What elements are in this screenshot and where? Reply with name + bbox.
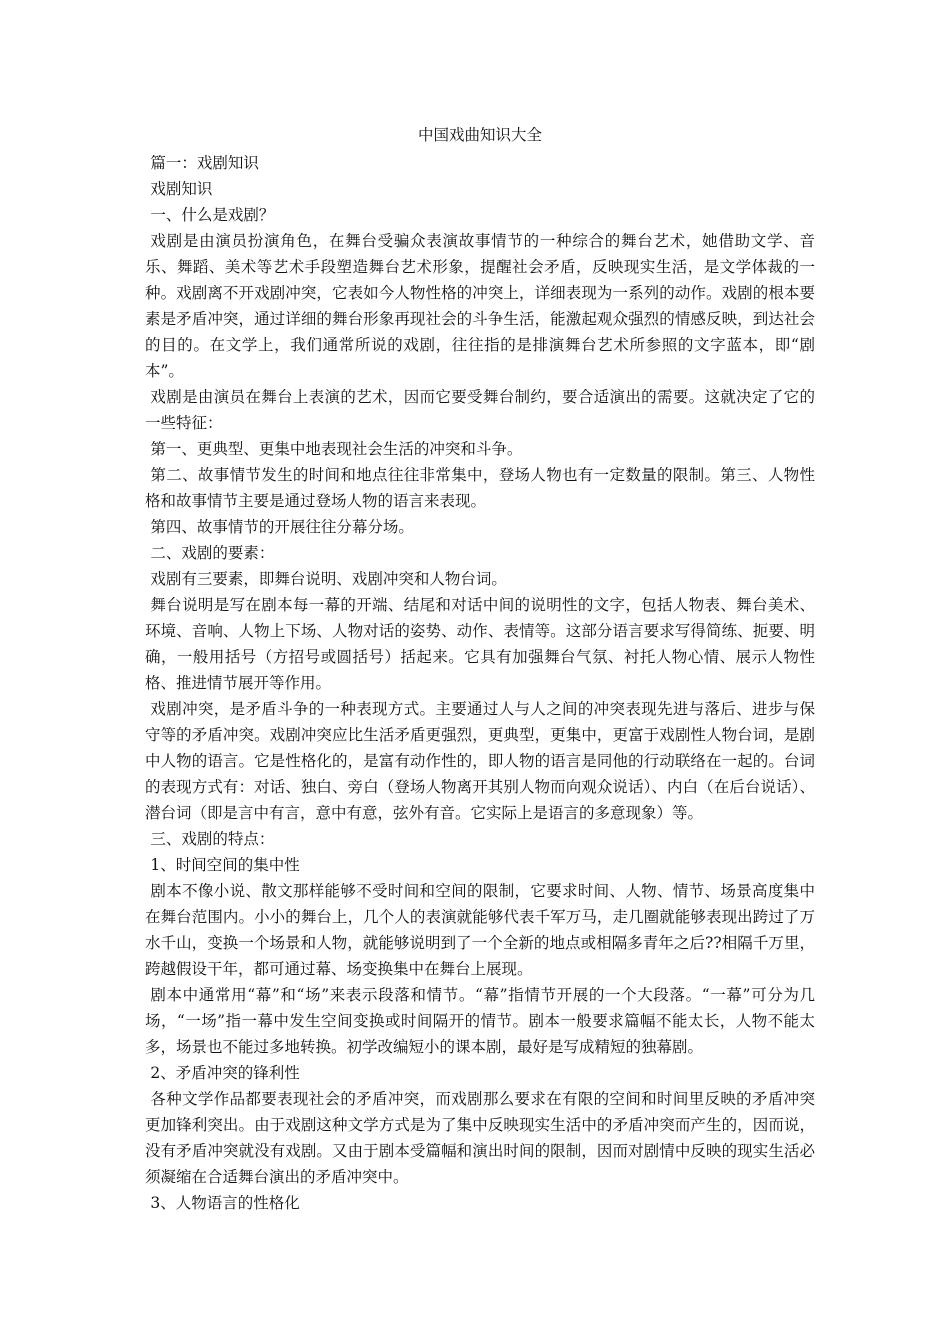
paragraph: 舞台说明是写在剧本每一幕的开端、结尾和对话中间的说明性的文字，包括人物表、舞台美术、环境、音响、人物上下场、人物对话的姿势、动作、表情等。这部分语言要求写得简练、扼要、明确，一般用括号（方招号或圆括号）括起来。它具有加强舞台气氛、衬托人物心情、展示人物性格、推进情节展开等作用。: [145, 596, 815, 692]
paragraph: 1、时间空间的集中性: [150, 856, 300, 874]
paragraph: 剧本中通常用“幕”和“场”来表示段落和情节。“幕”指情节开展的一个大段落。“一幕”可分为几场，“一场”指一幕中发生空间变换或时间隔开的情节。剧本一般要求篇幅不能太长，人物不能太多，场景也不能过多地转换。初学改编短小的课本剧，最好是写成精短的独幕剧。: [145, 986, 815, 1056]
paragraph: 三、戏剧的特点：: [150, 830, 275, 848]
paragraph: 戏剧有三要素，即舞台说明、戏剧冲突和人物台词。: [150, 570, 507, 588]
paragraph: 戏剧冲突，是矛盾斗争的一种表现方式。主要通过人与人之间的冲突表现先进与落后、进步与保守等的矛盾冲突。戏剧冲突应比生活矛盾更强烈，更典型，更集中，更富于戏剧性人物台词，是剧中人物的语言。它是性格化的，是富有动作性的，即人物的语言是同他的行动联络在一起的。台词的表现方式有：对话、独白、旁白（登场人物离开其别人物而向观众说话）、内白（在后台说话）、潜台词（即是言中有言，意中有意，弦外有音。它实际上是语言的多意现象）等。: [145, 700, 815, 822]
paragraph: 戏剧是由演员在舞台上表演的艺术，因而它要受舞台制约，要合适演出的需要。这就决定了它的一些特征：: [145, 388, 815, 432]
paragraph: 一、什么是戏剧？: [150, 206, 275, 224]
document-title: 中国戏曲知识大全: [417, 126, 542, 144]
paragraph: 戏剧是由演员扮演角色，在舞台受骗众表演故事情节的一种综合的舞台艺术，她借助文学、音乐、舞蹈、美术等艺术手段塑造舞台艺术形象，提醒社会矛盾，反映现实生活，是文学体裁的一种。戏剧离不开戏剧冲突，它表如今人物性格的冲突上，详细表现为一系列的动作。戏剧的根本要素是矛盾冲突，通过详细的舞台形象再现社会的斗争生活，能激起观众强烈的情感反映，到达社会的目的。在文学上，我们通常所说的戏剧，往往指的是排演舞台艺术所参照的文字蓝本，即“剧本”。: [145, 232, 815, 380]
paragraph: 各种文学作品都要表现社会的矛盾冲突，而戏剧那么要求在有限的空间和时间里反映的矛盾冲突更加锋利突出。由于戏剧这种文学方式是为了集中反映现实生活中的矛盾冲突而产生的，因而说，没有矛盾冲突就没有戏剧。又由于剧本受篇幅和演出时间的限制，因而对剧情中反映的现实生活必须凝缩在合适舞台演出的矛盾冲突中。: [145, 1090, 815, 1186]
document-body: [145, 122, 815, 1216]
paragraph: 2、矛盾冲突的锋利性: [150, 1064, 300, 1082]
paragraph: 剧本不像小说、散文那样能够不受时间和空间的限制，它要求时间、人物、情节、场景高度集中在舞台范围内。小小的舞台上，几个人的表演就能够代表千军万马，走几圈就能够表现出跨过了万水千山，变换一个场景和人物，就能够说明到了一个全新的地点或相隔多青年之后??相隔千万里，跨越假设干年，都可通过幕、场变换集中在舞台上展现。: [145, 882, 815, 978]
paragraph: 第四、故事情节的开展往往分幕分场。: [150, 518, 414, 536]
paragraph: 二、戏剧的要素：: [150, 544, 275, 562]
paragraph: 第一、更典型、更集中地表现社会生活的冲突和斗争。: [150, 440, 523, 458]
paragraph: 戏剧知识: [150, 180, 213, 198]
paragraph: 第二、故事情节发生的时间和地点往往非常集中，登场人物也有一定数量的限制。第三、人物性格和故事情节主要是通过登场人物的语言来表现。: [145, 466, 815, 510]
paragraph: 3、人物语言的性格化: [150, 1194, 300, 1212]
paragraph: 篇一：戏剧知识: [150, 154, 259, 172]
